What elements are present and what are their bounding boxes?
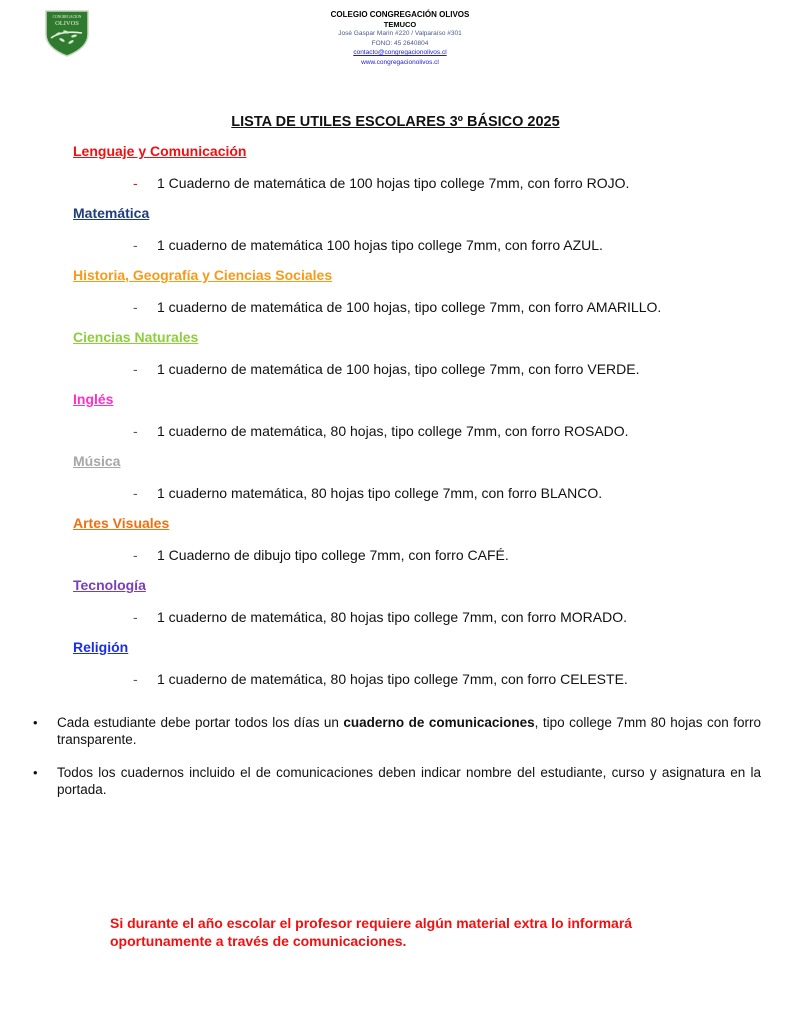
school-website-link[interactable]: www.congregacionolivos.cl xyxy=(361,58,439,66)
dash-marker: - xyxy=(133,175,138,191)
subject-item xyxy=(133,299,661,315)
item-text: 1 cuaderno matemática, 80 hojas tipo college 7mm, con forro BLANCO. xyxy=(157,485,603,501)
subject-title: Matemática xyxy=(73,205,150,221)
note-communications-notebook xyxy=(33,714,761,748)
notes-list xyxy=(33,714,761,814)
item-text: 1 cuaderno de matemática 100 hojas tipo college 7mm, con forro AZUL. xyxy=(157,237,603,253)
item-text: 1 cuaderno de matemática, 80 hojas tipo college 7mm, con forro MORADO. xyxy=(157,609,627,625)
subject-title: Inglés xyxy=(73,391,114,407)
item-text: 1 cuaderno de matemática de 100 hojas, tipo college 7mm, con forro VERDE. xyxy=(157,361,640,377)
subject-musica xyxy=(73,453,763,515)
note-text: Cada estudiante debe portar todos los días un xyxy=(57,715,344,730)
item-text: 1 cuaderno de matemática, 80 hojas, tipo college 7mm, con forro ROSADO. xyxy=(157,423,629,439)
school-address: José Gaspar Marin #220 / Valparaíso #301 xyxy=(338,30,462,37)
subject-ciencias xyxy=(73,329,763,391)
subject-title: Artes Visuales xyxy=(73,515,170,531)
subject-religion xyxy=(73,639,763,701)
dash-marker: - xyxy=(133,299,138,315)
item-text: 1 Cuaderno de dibujo tipo college 7mm, con forro CAFÉ. xyxy=(157,547,509,563)
subject-item xyxy=(133,609,627,625)
dash-marker: - xyxy=(133,609,138,625)
dash-marker: - xyxy=(133,547,138,563)
subject-matematica xyxy=(73,205,763,267)
note-text: Todos los cuadernos incluido el de comunicaciones deben indicar nombre del estudiante, curso y asignatura en la portada. xyxy=(57,765,761,797)
subject-title: Tecnología xyxy=(73,577,146,593)
dash-marker: - xyxy=(133,671,138,687)
subject-list xyxy=(73,143,763,701)
subject-item xyxy=(133,423,629,439)
dash-marker: - xyxy=(133,237,138,253)
subject-item xyxy=(133,485,602,501)
subject-item xyxy=(133,361,639,377)
school-crest-icon xyxy=(42,8,92,58)
note-bold-text: cuaderno de comunicaciones xyxy=(343,715,535,730)
subject-item xyxy=(133,175,629,191)
subject-title: Historia, Geografía y Ciencias Sociales xyxy=(73,267,333,283)
dash-marker: - xyxy=(133,423,138,439)
dash-marker: - xyxy=(133,361,138,377)
bullet-icon: • xyxy=(33,715,38,730)
school-letterhead xyxy=(300,10,500,67)
page-title: LISTA DE UTILES ESCOLARES 3º BÁSICO 2025 xyxy=(231,114,560,130)
school-phone: FONO: 45 2640804 xyxy=(371,39,429,47)
school-city: TEMUCO xyxy=(383,19,417,29)
subject-lenguaje xyxy=(73,143,763,205)
footer-notice: Si durante el año escolar el profesor requiere algún material extra lo informará oportunamente a través de comunicaciones. xyxy=(110,915,633,949)
subject-title: Ciencias Naturales xyxy=(73,329,199,345)
subject-item xyxy=(133,547,509,563)
dash-marker: - xyxy=(133,485,138,501)
bullet-icon: • xyxy=(33,765,38,780)
subject-artes xyxy=(73,515,763,577)
svg-text:OLIVOS: OLIVOS xyxy=(55,20,79,27)
item-text: 1 Cuaderno de matemática de 100 hojas tipo college 7mm, con forro ROJO. xyxy=(157,175,630,191)
item-text: 1 cuaderno de matemática, 80 hojas tipo college 7mm, con forro CELESTE. xyxy=(157,671,628,687)
subject-title: Religión xyxy=(73,639,129,655)
subject-historia xyxy=(73,267,763,329)
school-email-link[interactable]: contacto@congregacionolivos.cl xyxy=(353,49,447,56)
subject-title: Lenguaje y Comunicación xyxy=(73,143,247,159)
subject-tecnologia xyxy=(73,577,763,639)
subject-item xyxy=(133,237,603,253)
note-labeling xyxy=(33,764,761,798)
school-name: COLEGIO CONGREGACIÓN OLIVOS xyxy=(330,10,470,19)
subject-ingles xyxy=(73,391,763,453)
item-text: 1 cuaderno de matemática de 100 hojas, tipo college 7mm, con forro AMARILLO. xyxy=(157,299,662,315)
subject-title: Música xyxy=(73,453,121,469)
subject-item xyxy=(133,671,628,687)
note-text: , tipo college 7mm 80 hojas con forro transparente. xyxy=(57,715,761,747)
svg-text:CONGREGACION: CONGREGACION xyxy=(52,15,82,19)
